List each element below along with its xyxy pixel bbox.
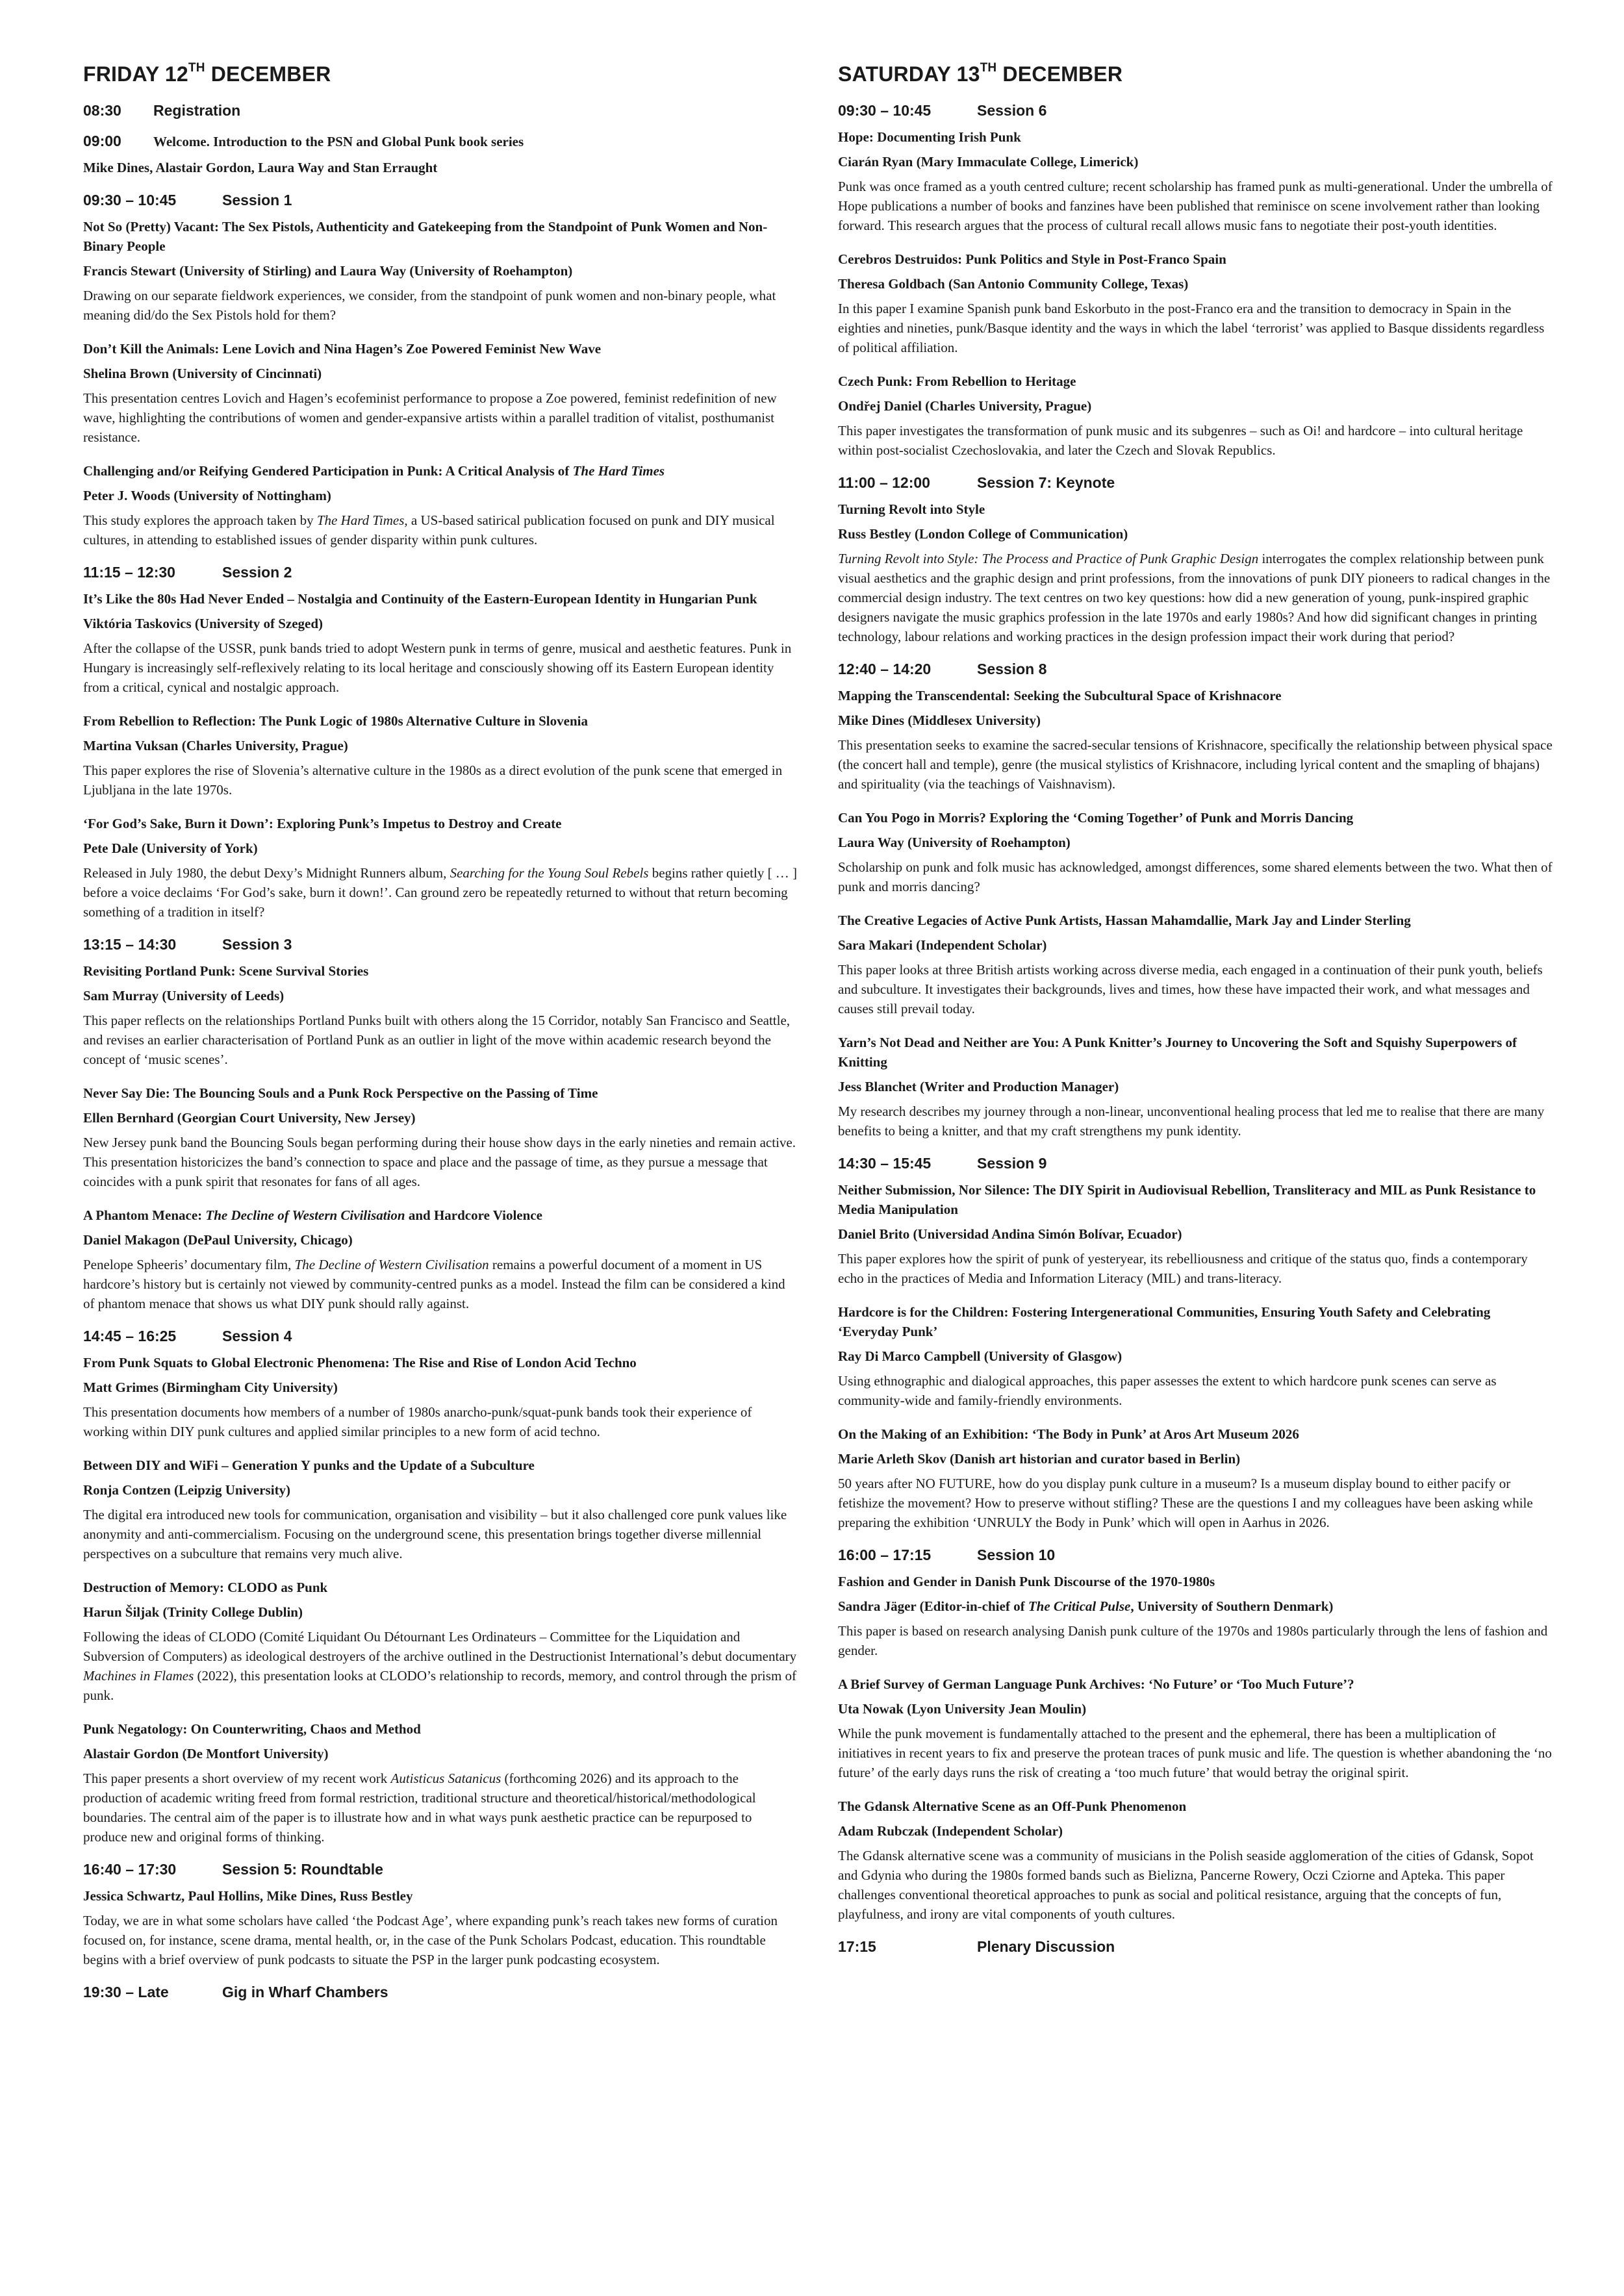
- talk-author: Ciarán Ryan (Mary Immaculate College, Limerick): [838, 154, 1139, 170]
- talk-abstract: The Gdansk alternative scene was a community of musicians in the Polish seaside agglomeration of the cities of Gdansk, Sopot and Gdynia who during the 1980s formed bands such as Bielizna, Pancerne Rowery, Oczi Cziorne and Apteka. This paper challenges conventional theoretical approaches to punk as social and political resistance, arguing that the concepts of fun, playfulness, and irony are vital components of youth cultures.: [838, 1848, 1534, 1922]
- talk-title: Challenging and/or Reifying Gendered Participation in Punk: A Critical Analysis of The Hard Times: [83, 463, 665, 479]
- talk-abstract: This paper explores the rise of Slovenia’s alternative culture in the 1980s as a direct evolution of the punk scene that emerged in Ljubljana in the late 1970s.: [83, 763, 783, 798]
- talk: [838, 1302, 1553, 1410]
- talk-author: Ray Di Marco Campbell (University of Glasgow): [838, 1348, 1123, 1364]
- talk: [838, 1797, 1553, 1924]
- talk-author: Adam Rubczak (Independent Scholar): [838, 1823, 1063, 1839]
- session-name: Registration: [153, 102, 241, 119]
- session-name: Session 3: [222, 936, 292, 953]
- talk: [838, 499, 1553, 646]
- talk-title: On the Making of an Exhibition: ‘The Body in Punk’ at Aros Art Museum 2026: [838, 1426, 1299, 1442]
- talk-title: Czech Punk: From Rebellion to Heritage: [838, 373, 1076, 389]
- session-time: 19:30 – Late: [83, 1984, 169, 2000]
- talk-author: Mike Dines (Middlesex University): [838, 713, 1041, 728]
- session-2: [83, 564, 798, 922]
- welcome-row: [83, 132, 798, 150]
- talk-abstract: Drawing on our separate fieldwork experiences, we consider, from the standpoint of punk women and non-binary people, what meaning did/do the Sex Pistols hold for them?: [83, 288, 776, 323]
- session-name: Session 2: [222, 564, 292, 581]
- talk: [83, 589, 798, 697]
- talk-title: It’s Like the 80s Had Never Ended – Nostalgia and Continuity of the Eastern-European Identity in Hungarian Punk: [83, 591, 757, 607]
- talk-author: Jess Blanchet (Writer and Production Manager): [838, 1079, 1119, 1094]
- talk-author: Daniel Brito (Universidad Andina Simón Bolívar, Ecuador): [838, 1226, 1182, 1242]
- talk-abstract: This paper reflects on the relationships Portland Punks built with others along the 15 Corridor, notably San Francisco and Seattle, and revises an earlier characterisation of Portland Punk as an outlier in light of the move within academic research beyond the concept of ‘music scenes’.: [83, 1013, 791, 1067]
- talk-author: Shelina Brown (University of Cincinnati): [83, 366, 322, 381]
- talk-author: Martina Vuksan (Charles University, Prague): [83, 738, 348, 753]
- session-time: 13:15 – 14:30: [83, 936, 177, 953]
- talk-author: Matt Grimes (Birmingham City University): [83, 1380, 338, 1395]
- talk-title: The Creative Legacies of Active Punk Artists, Hassan Mahamdallie, Mark Jay and Linder Sterling: [838, 913, 1411, 928]
- talk: [83, 1719, 798, 1847]
- talk-title: Cerebros Destruidos: Punk Politics and Style in Post-Franco Spain: [838, 251, 1226, 267]
- session-5: [83, 1861, 798, 1969]
- saturday-column: [838, 62, 1553, 1963]
- session-name: Welcome. Introduction to the PSN and Global Punk book series: [153, 134, 524, 149]
- talk: [838, 249, 1553, 357]
- session-name: Session 8: [977, 661, 1047, 677]
- talk-abstract: In this paper I examine Spanish punk band Eskorbuto in the post-Franco era and the transition to democracy in Spain in the eighties and nineties, punk/Basque identity and the ways in which the label ‘terrorist’ was applied to Basque dissidents regardless of political affiliation.: [838, 301, 1545, 355]
- session-header: [83, 564, 798, 581]
- session-4: [83, 1328, 798, 1847]
- talk-title: Revisiting Portland Punk: Scene Survival Stories: [83, 963, 369, 979]
- talk-title: Destruction of Memory: CLODO as Punk: [83, 1580, 328, 1595]
- talk: [838, 1033, 1553, 1141]
- talk-abstract: The digital era introduced new tools for communication, organisation and visibility – but it also challenged core punk values like anonymity and anti-commercialism. Focusing on the underground scene, this presentation brings together diverse millennial perspectives on a subculture that remains very much alive.: [83, 1507, 787, 1561]
- talk-abstract: While the punk movement is fundamentally attached to the present and the ephemeral, there has been a multiplication of initiatives in recent years to fix and preserve the protean traces of punk music and life. The question is whether abandoning the ‘no future’ of the early days runs the risk of creating a ‘too much future’ that would betray the original spirit.: [838, 1726, 1552, 1780]
- session-header: [83, 1861, 798, 1878]
- talk-author: Uta Nowak (Lyon University Jean Moulin): [838, 1701, 1087, 1717]
- talk: [83, 1083, 798, 1191]
- talk-title: Fashion and Gender in Danish Punk Discourse of the 1970-1980s: [838, 1574, 1215, 1589]
- talk-abstract: This presentation seeks to examine the sacred-secular tensions of Krishnacore, specifically the relationship between physical space (the concert hall and temple), genre (the musical stylistics of Krishnacore, including lyrical content and the smapling of bhajans) and spirituality (via the teachings of Vaishnavism).: [838, 737, 1553, 792]
- session-time: 17:15: [838, 1938, 876, 1955]
- session-header: [83, 1328, 798, 1345]
- session-9: [838, 1155, 1553, 1532]
- talk: [83, 711, 798, 800]
- talk: [838, 127, 1553, 235]
- session-name: Session 1: [222, 192, 292, 208]
- talk-abstract: My research describes my journey through a non-linear, unconventional healing process that led me to realise that there are many benefits to being a knitter, and that my craft strengthens my punk identity.: [838, 1104, 1545, 1139]
- talk-abstract: Turning Revolt into Style: The Process and Practice of Punk Graphic Design interrogates the complex relationship between punk visual aesthetics and the graphic design and print professions, from the innovations of punk DIY pioneers to radical changes in the commercial design industry. The text centres on two key questions: how did a new generation of young, punk-inspired graphic designers navigate the music graphics profession in the late 1970s and early 1980s? And how did significant changes in printing technology, labour relations and working practices in the design profession impact their work during that period?: [838, 551, 1551, 644]
- session-name: Plenary Discussion: [977, 1938, 1115, 1955]
- talk-author: Ellen Bernhard (Georgian Court University, New Jersey): [83, 1110, 416, 1126]
- talk-title: Not So (Pretty) Vacant: The Sex Pistols, Authenticity and Gatekeeping from the Standpoint of Punk Women and Non-Binary People: [83, 219, 768, 254]
- talk-abstract: Following the ideas of CLODO (Comité Liquidant Ou Détournant Les Ordinateurs – Committee for the Liquidation and Subversion of Computers) as ideological destroyers of the archive outlined in the Destructionist International’s debut documentary Machines in Flames (2022), this presentation looks at CLODO’s relationship to records, memory, and control through the prism of punk.: [83, 1629, 797, 1703]
- talk-abstract: New Jersey punk band the Bouncing Souls began performing during their house show days in the early nineties and remain active. This presentation historicizes the band’s connection to space and place and the passage of time, as they pursue a message that coincides with a punk spirit that resonates for fans of all ages.: [83, 1135, 796, 1189]
- day-title-saturday: SATURDAY 13TH DECEMBER: [838, 61, 1123, 86]
- talk-abstract: This presentation documents how members of a number of 1980s anarcho-punk/squat-punk bands took their experience of working within DIY punk cultures and applied similar principles to a new form of acid techno.: [83, 1404, 752, 1439]
- talk-author: Pete Dale (University of York): [83, 840, 258, 856]
- talk-abstract: Scholarship on punk and folk music has acknowledged, amongst differences, some shared elements between the two. What then of punk and morris dancing?: [838, 859, 1553, 894]
- talk: [838, 1180, 1553, 1288]
- session-time: 11:15 – 12:30: [83, 564, 175, 581]
- talk-abstract: Today, we are in what some scholars have called ‘the Podcast Age’, where expanding punk’s reach takes new forms of curation focused on, for instance, scene drama, mental health, or, in the case of the Punk Scholars Podcast, education. This roundtable begins with a brief overview of punk podcasts to situate the PSP in the larger punk podcasting ecosystem.: [83, 1913, 778, 1967]
- talk-title: Hope: Documenting Irish Punk: [838, 129, 1021, 145]
- talk: [838, 808, 1553, 896]
- session-name: Session 4: [222, 1328, 292, 1344]
- session-time: 16:40 – 17:30: [83, 1861, 177, 1878]
- session-header: [838, 474, 1553, 492]
- talk: [83, 1456, 798, 1563]
- talk: [838, 372, 1553, 460]
- talk: [838, 1674, 1553, 1782]
- session-name: Session 5: Roundtable: [222, 1861, 383, 1878]
- session-time: 14:45 – 16:25: [83, 1328, 177, 1344]
- registration-row: [83, 102, 798, 120]
- talk-author: Ronja Contzen (Leipzig University): [83, 1482, 291, 1498]
- session-10: [838, 1546, 1553, 1924]
- session-name: Session 7: Keynote: [977, 474, 1115, 491]
- session-time: 12:40 – 14:20: [838, 661, 932, 677]
- session-time: 08:30: [83, 102, 121, 119]
- talk: [83, 1578, 798, 1705]
- session-name: Session 6: [977, 102, 1047, 119]
- session-name: Gig in Wharf Chambers: [222, 1984, 388, 2000]
- talk-author: Sam Murray (University of Leeds): [83, 988, 285, 1003]
- talk-title: ‘For God’s Sake, Burn it Down’: Exploring Punk’s Impetus to Destroy and Create: [83, 816, 562, 831]
- talk: [83, 1353, 798, 1441]
- gig-row: [83, 1984, 798, 2001]
- talk-title: A Phantom Menace: The Decline of Western Civilisation and Hardcore Violence: [83, 1207, 542, 1223]
- welcome-people: [83, 158, 798, 177]
- talk-abstract: This paper investigates the transformation of punk music and its subgenres – such as Oi! and hardcore – into cultural heritage within post-socialist Czechoslovakia, and later the Czech and Slovak Republics.: [838, 423, 1523, 458]
- talk-author: Mike Dines, Alastair Gordon, Laura Way and Stan Erraught: [83, 160, 438, 175]
- session-time: 09:30 – 10:45: [838, 102, 932, 119]
- session-header: [838, 1155, 1553, 1172]
- talk: [83, 217, 798, 325]
- session-3: [83, 936, 798, 1313]
- talk-author: Theresa Goldbach (San Antonio Community College, Texas): [838, 276, 1189, 292]
- talk-author: Marie Arleth Skov (Danish art historian and curator based in Berlin): [838, 1451, 1241, 1467]
- session-header: [838, 661, 1553, 678]
- talk-author: Viktória Taskovics (University of Szeged): [83, 616, 324, 631]
- talk: [838, 686, 1553, 794]
- session-8: [838, 661, 1553, 1141]
- talk-author: Laura Way (University of Roehampton): [838, 835, 1071, 850]
- talk-author: Ondřej Daniel (Charles University, Prague): [838, 398, 1092, 414]
- session-header: [83, 192, 798, 209]
- talk-abstract: Using ethnographic and dialogical approaches, this paper assesses the extent to which hardcore punk scenes can serve as community-wide and family-friendly environments.: [838, 1373, 1497, 1408]
- talk-title: From Rebellion to Reflection: The Punk Logic of 1980s Alternative Culture in Slovenia: [83, 713, 588, 729]
- talk: [838, 1424, 1553, 1532]
- talk-title: Punk Negatology: On Counterwriting, Chaos and Method: [83, 1721, 421, 1737]
- session-time: 11:00 – 12:00: [838, 474, 930, 491]
- plenary-row: [838, 1938, 1553, 1956]
- talk-title: Can You Pogo in Morris? Exploring the ‘Coming Together’ of Punk and Morris Dancing: [838, 810, 1354, 826]
- talk-title: Neither Submission, Nor Silence: The DIY Spirit in Audiovisual Rebellion, Transliteracy and MIL as Punk Resistance to Media Manipulation: [838, 1182, 1536, 1217]
- talk-abstract: After the collapse of the USSR, punk bands tried to adopt Western punk in terms of genre, musical and aesthetic features. Punk in Hungary is increasingly self-reflexively relating to its local heritage and consciously showing off its Eastern European identity from a critical, cynical and nostalgic approach.: [83, 640, 792, 695]
- talk-author: Alastair Gordon (De Montfort University): [83, 1746, 329, 1761]
- session-1: [83, 192, 798, 549]
- talk-title: The Gdansk Alternative Scene as an Off-Punk Phenomenon: [838, 1798, 1187, 1814]
- session-header: [838, 102, 1553, 120]
- talk: [838, 911, 1553, 1018]
- talk-abstract: This paper presents a short overview of my recent work Autisticus Satanicus (forthcoming 2026) and its approach to the production of academic writing freed from formal restriction, traditional structure and theoretical/historical/methodological boundaries. The central aim of the paper is to illustrate how and in what ways punk aesthetic practice can be repurposed to produce new and original forms of thinking.: [83, 1771, 756, 1845]
- talk-abstract: Penelope Spheeris’ documentary film, The Decline of Western Civilisation remains a powerful document of a moment in US hardcore’s history but is certainly not viewed by community-centred punks as a model. Instead the film can be considered a kind of phantom menace that shows us what DIY punk should rally against.: [83, 1257, 785, 1311]
- talk-abstract: Released in July 1980, the debut Dexy’s Midnight Runners album, Searching for the Young Soul Rebels begins rather quietly [ … ] before a voice declaims ‘For God’s sake, burn it down!’. Can ground zero be repeatedly returned to without that return becoming something of a tradition in itself?: [83, 865, 798, 920]
- talk-title: Don’t Kill the Animals: Lene Lovich and Nina Hagen’s Zoe Powered Feminist New Wave: [83, 341, 602, 357]
- talk-abstract: 50 years after NO FUTURE, how do you display punk culture in a museum? Is a museum display bound to either pacify or fetishize the movement? How to preserve without stifling? These are the questions I and my colleagues have been asking while preparing the exhibition ‘UNRULY the Body in Punk’ which will open in Aarhus in 2026.: [838, 1476, 1533, 1530]
- talk-author: Sara Makari (Independent Scholar): [838, 937, 1047, 953]
- talk-title: Hardcore is for the Children: Fostering Intergenerational Communities, Ensuring Youth Safety and Celebrating ‘Everyday Punk’: [838, 1304, 1491, 1339]
- talk-title: From Punk Squats to Global Electronic Phenomena: The Rise and Rise of London Acid Techno: [83, 1355, 637, 1370]
- session-7: [838, 474, 1553, 646]
- talk-abstract: This paper looks at three British artists working across diverse media, each engaged in a continuation of their punk youth, beliefs and subculture. It investigates their backgrounds, lives and times, how these have impacted their work, and what messages and causes still prevail today.: [838, 962, 1543, 1016]
- session-6: [838, 102, 1553, 460]
- session-time: 09:00: [83, 132, 121, 149]
- talk: [83, 814, 798, 922]
- session-header: [83, 936, 798, 953]
- session-time: 14:30 – 15:45: [838, 1155, 932, 1172]
- talk-title: Between DIY and WiFi – Generation Y punks and the Update of a Subculture: [83, 1457, 535, 1473]
- talk: [83, 461, 798, 549]
- talk: [83, 961, 798, 1069]
- talk-author: Francis Stewart (University of Stirling) and Laura Way (University of Roehampton): [83, 263, 573, 279]
- talk-title: Never Say Die: The Bouncing Souls and a Punk Rock Perspective on the Passing of Time: [83, 1085, 598, 1101]
- talk-title: A Brief Survey of German Language Punk Archives: ‘No Future’ or ‘Too Much Future’?: [838, 1676, 1354, 1692]
- session-time: 09:30 – 10:45: [83, 192, 177, 208]
- session-time: 16:00 – 17:15: [838, 1546, 932, 1563]
- talk-abstract: This paper explores how the spirit of punk of yesteryear, its rebelliousness and critique of the status quo, finds a contemporary echo in the practices of Media and Information Literacy (MIL) and trans-literacy.: [838, 1251, 1528, 1286]
- talk-abstract: Punk was once framed as a youth centred culture; recent scholarship has framed punk as multi-generational. Under the umbrella of Hope publications a number of books and fanzines have been published that reminisce on scene involvement rather than looking forward. This research argues that the process of cultural recall allows music fans to negotiate their post-youth identities.: [838, 179, 1553, 233]
- talk-author: Jessica Schwartz, Paul Hollins, Mike Dines, Russ Bestley: [83, 1888, 413, 1904]
- talk-title: Mapping the Transcendental: Seeking the Subcultural Space of Krishnacore: [838, 688, 1282, 703]
- talk: [83, 1886, 798, 1969]
- talk-author: Peter J. Woods (University of Nottingham): [83, 488, 331, 503]
- session-name: Session 10: [977, 1546, 1056, 1563]
- talk-abstract: This study explores the approach taken by The Hard Times, a US-based satirical publication focused on punk and DIY musical cultures, in attending to established issues of gender disparity within punk cultures.: [83, 512, 775, 548]
- talk-author: Russ Bestley (London College of Communication): [838, 526, 1128, 542]
- talk: [83, 339, 798, 447]
- talk-author: Harun Šiljak (Trinity College Dublin): [83, 1604, 303, 1620]
- talk-abstract: This paper is based on research analysing Danish punk culture of the 1970s and 1980s particularly through the lens of fashion and gender.: [838, 1623, 1548, 1658]
- session-header: [838, 1546, 1553, 1564]
- talk-title: Yarn’s Not Dead and Neither are You: A Punk Knitter’s Journey to Uncovering the Soft and Squishy Superpowers of Knitting: [838, 1035, 1517, 1070]
- talk-author: Sandra Jäger (Editor-in-chief of The Critical Pulse, University of Southern Denmark): [838, 1598, 1334, 1614]
- friday-column: [83, 62, 798, 2009]
- talk-author: Daniel Makagon (DePaul University, Chicago): [83, 1232, 353, 1248]
- talk-abstract: This presentation centres Lovich and Hagen’s ecofeminist performance to propose a Zoe powered, feminist redefinition of new wave, highlighting the contributions of women and gender-expansive artists within a parallel tradition of vitalist, posthumanist resistance.: [83, 390, 777, 445]
- talk: [838, 1572, 1553, 1660]
- talk-title: Turning Revolt into Style: [838, 501, 985, 517]
- talk: [83, 1205, 798, 1313]
- session-name: Session 9: [977, 1155, 1047, 1172]
- day-title-friday: FRIDAY 12TH DECEMBER: [83, 61, 331, 86]
